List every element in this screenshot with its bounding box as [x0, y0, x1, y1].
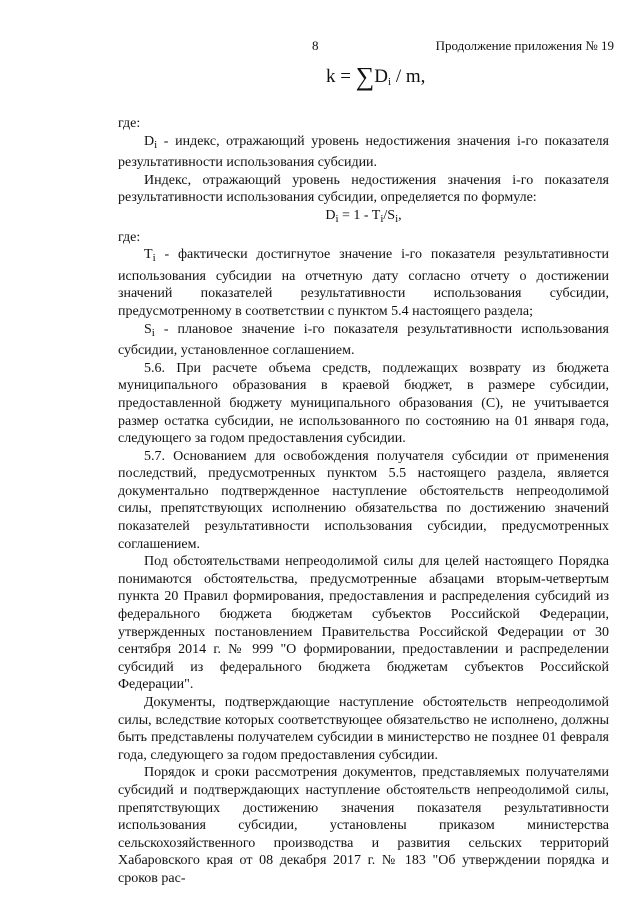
paragraph-order: Порядок и сроки рассмотрения документов, представляемых получателями субсидий и подтверждающих наступление обстоятельств непреодолимой силы, препятствующих достижению значения показателя результативности использования субсидии, установлены приказом министерства сельскохозяйственного производства и развития сельских территорий Хабаровского края от 08 декабря 2017 г. № 183 "Об утверждении порядка и сроков рас- — [118, 765, 609, 886]
formula-k-rest: / m, — [391, 66, 426, 87]
formula-d — [118, 207, 609, 229]
formula-d-end: , — [398, 207, 402, 223]
formula-d-mid: = 1 - T — [338, 207, 381, 223]
ti-text: - фактически достигнутое значение i-го показателя результативности использования субсидии на отчетную дату согласно отчету о достижении значений показателей результативности использования субсидии, предусмотренному в соответствии с пунктом 5.4 настоящего раздела; — [118, 247, 609, 319]
page-number: 8 — [312, 38, 319, 53]
formula-k — [326, 62, 425, 92]
paragraph-force-majeure: Под обстоятельствами непреодолимой силы для целей настоящего Порядка понимаются обстоятельства, предусмотренные абзацами вторым-четвертым пункта 20 Правил формирования, предоставления и распределения субсидий из федерального бюджета бюджетам субъектов Российской Федерации, утвержденных постановлением Правительства Российской Федерации от 30 сентября 2014 г. № 999 "О формировании, предоставлении и распределении субсидий из федерального бюджета бюджетам субъектов Российской Федерации". — [118, 554, 609, 693]
sum-symbol: ∑ — [355, 62, 375, 91]
appendix-continuation-label: Продолжение приложения № 19 — [435, 38, 614, 53]
formula-d-ssub: i — [395, 212, 399, 225]
di-text: - индекс, отражающий уровень недостижения значения i-го показателя результативности использования субсидии. — [118, 133, 609, 171]
formula-k-lhs: k = — [326, 66, 356, 87]
formula-d-tsub: i — [380, 212, 384, 225]
si-sub: i — [151, 326, 155, 339]
paragraph-5-6: 5.6. При расчете объема средств, подлежащих возврату из бюджета муниципального образования в краевой бюджет, в размере субсидии, предоставленной бюджету муниципального образования (С), не учитывается размер остатка субсидии, не использованного по состоянию на 01 января года, следующего за годом предоставления субсидии. — [118, 360, 609, 447]
di-definition — [118, 133, 609, 172]
paragraph-documents: Документы, подтверждающие наступление обстоятельств непреодолимой силы, вследствие которых соответствующее обязательство не исполнено, должны быть представлены получателем субсидии в министерство не позднее 01 февраля года, следующего за годом предоставления субсидии. — [118, 695, 609, 763]
si-var: S — [144, 321, 152, 337]
di-var: D — [144, 133, 155, 149]
formula-k-sub: i — [388, 76, 392, 88]
ti-var: T — [144, 247, 153, 263]
di-sub: i — [154, 138, 158, 151]
index-paragraph: Индекс, отражающий уровень недостижения значения i-го показателя результативности использования субсидии, определяется по формуле: — [118, 172, 609, 206]
where-label-2: где: — [118, 229, 141, 245]
formula-d-dsub: i — [335, 212, 339, 225]
si-text: - плановое значение i-го показателя результативности использования субсидии, установленное соглашением. — [118, 321, 609, 359]
formula-d-d: D — [325, 207, 336, 223]
formula-k-var: D — [374, 66, 388, 87]
si-definition — [118, 321, 609, 360]
paragraph-5-7: 5.7. Основанием для освобождения получателя субсидии от применения последствий, предусмотренных пунктом 5.5 настоящего раздела, является документально подтвержденное наступление обстоятельств непреодолимой силы, препятствующих исполнению обязательства по достижению значений показателей результативности использования субсидии, предусмотренных соглашением. — [118, 448, 609, 552]
where-label-1: где: — [118, 116, 141, 131]
ti-sub: i — [152, 252, 156, 265]
ti-definition — [118, 246, 609, 320]
formula-d-slash: /S — [383, 207, 396, 223]
body-text — [118, 115, 609, 888]
